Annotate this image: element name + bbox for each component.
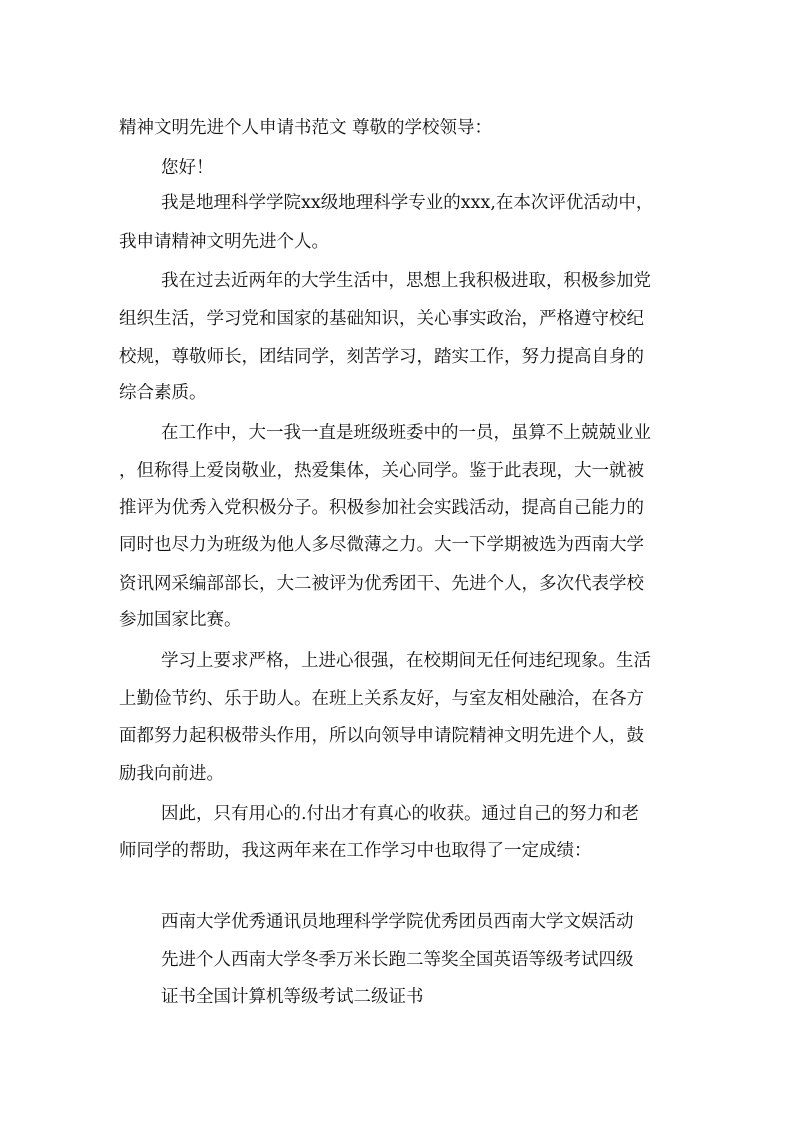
study-paragraph-line: 上勤俭节约、乐于助人。在班上关系友好，与室友相处融洽，在各方 [119, 689, 644, 709]
greeting: 您好！ [161, 158, 214, 178]
work-paragraph-line: 参加国家比赛。 [119, 610, 242, 630]
ideology-paragraph-line: 组织生活，学习党和国家的基础知识，关心事实政治，严格遵守校纪 [119, 309, 644, 329]
intro-line: 我申请精神文明先进个人。 [119, 232, 329, 252]
honors-list-line: 证书全国计算机等级考试二级证书 [161, 987, 424, 1007]
ideology-paragraph-line: 我在过去近两年的大学生活中，思想上我积极进取，积极参加党 [161, 271, 651, 291]
intro-line: 我是地理科学学院xx级地理科学专业的xxx,在本次评优活动中， [161, 193, 654, 213]
work-paragraph-line: 在工作中，大一我一直是班级班委中的一员，虽算不上兢兢业业 [161, 423, 651, 443]
ideology-paragraph-line: 综合素质。 [119, 383, 207, 403]
work-paragraph-line: ，但称得上爱岗敬业，热爱集体，关心同学。鉴于此表现，大一就被 [119, 461, 644, 481]
result-paragraph-line: 因此，只有用心的.付出才有真心的收获。通过自己的努力和老 [161, 804, 640, 824]
honors-list-line: 西南大学优秀通讯员地理科学学院优秀团员西南大学文娱活动 [161, 912, 634, 932]
work-paragraph-line: 推评为优秀入党积极分子。积极参加社会实践活动，提高自己能力的 [119, 498, 644, 518]
study-paragraph-line: 励我向前进。 [119, 764, 224, 784]
study-paragraph-line: 面都努力起积极带头作用，所以向领导申请院精神文明先进个人，鼓 [119, 726, 644, 746]
work-paragraph-line: 资讯网采编部部长，大二被评为优秀团干、先进个人，多次代表学校 [119, 574, 644, 594]
document-title-line: 精神文明先进个人申请书范文 尊敬的学校领导： [119, 118, 493, 138]
ideology-paragraph-line: 校规，尊敬师长，团结同学，刻苦学习，踏实工作，努力提高自身的 [119, 347, 644, 367]
honors-list-line: 先进个人西南大学冬季万米长跑二等奖全国英语等级考试四级 [161, 950, 634, 970]
study-paragraph-line: 学习上要求严格，上进心很强，在校期间无任何违纪现象。生活 [161, 651, 651, 671]
result-paragraph-line: 师同学的帮助，我这两年来在工作学习中也取得了一定成绩： [119, 841, 592, 861]
work-paragraph-line: 同时也尽力为班级为他人多尽微薄之力。大一下学期被选为西南大学 [119, 535, 644, 555]
